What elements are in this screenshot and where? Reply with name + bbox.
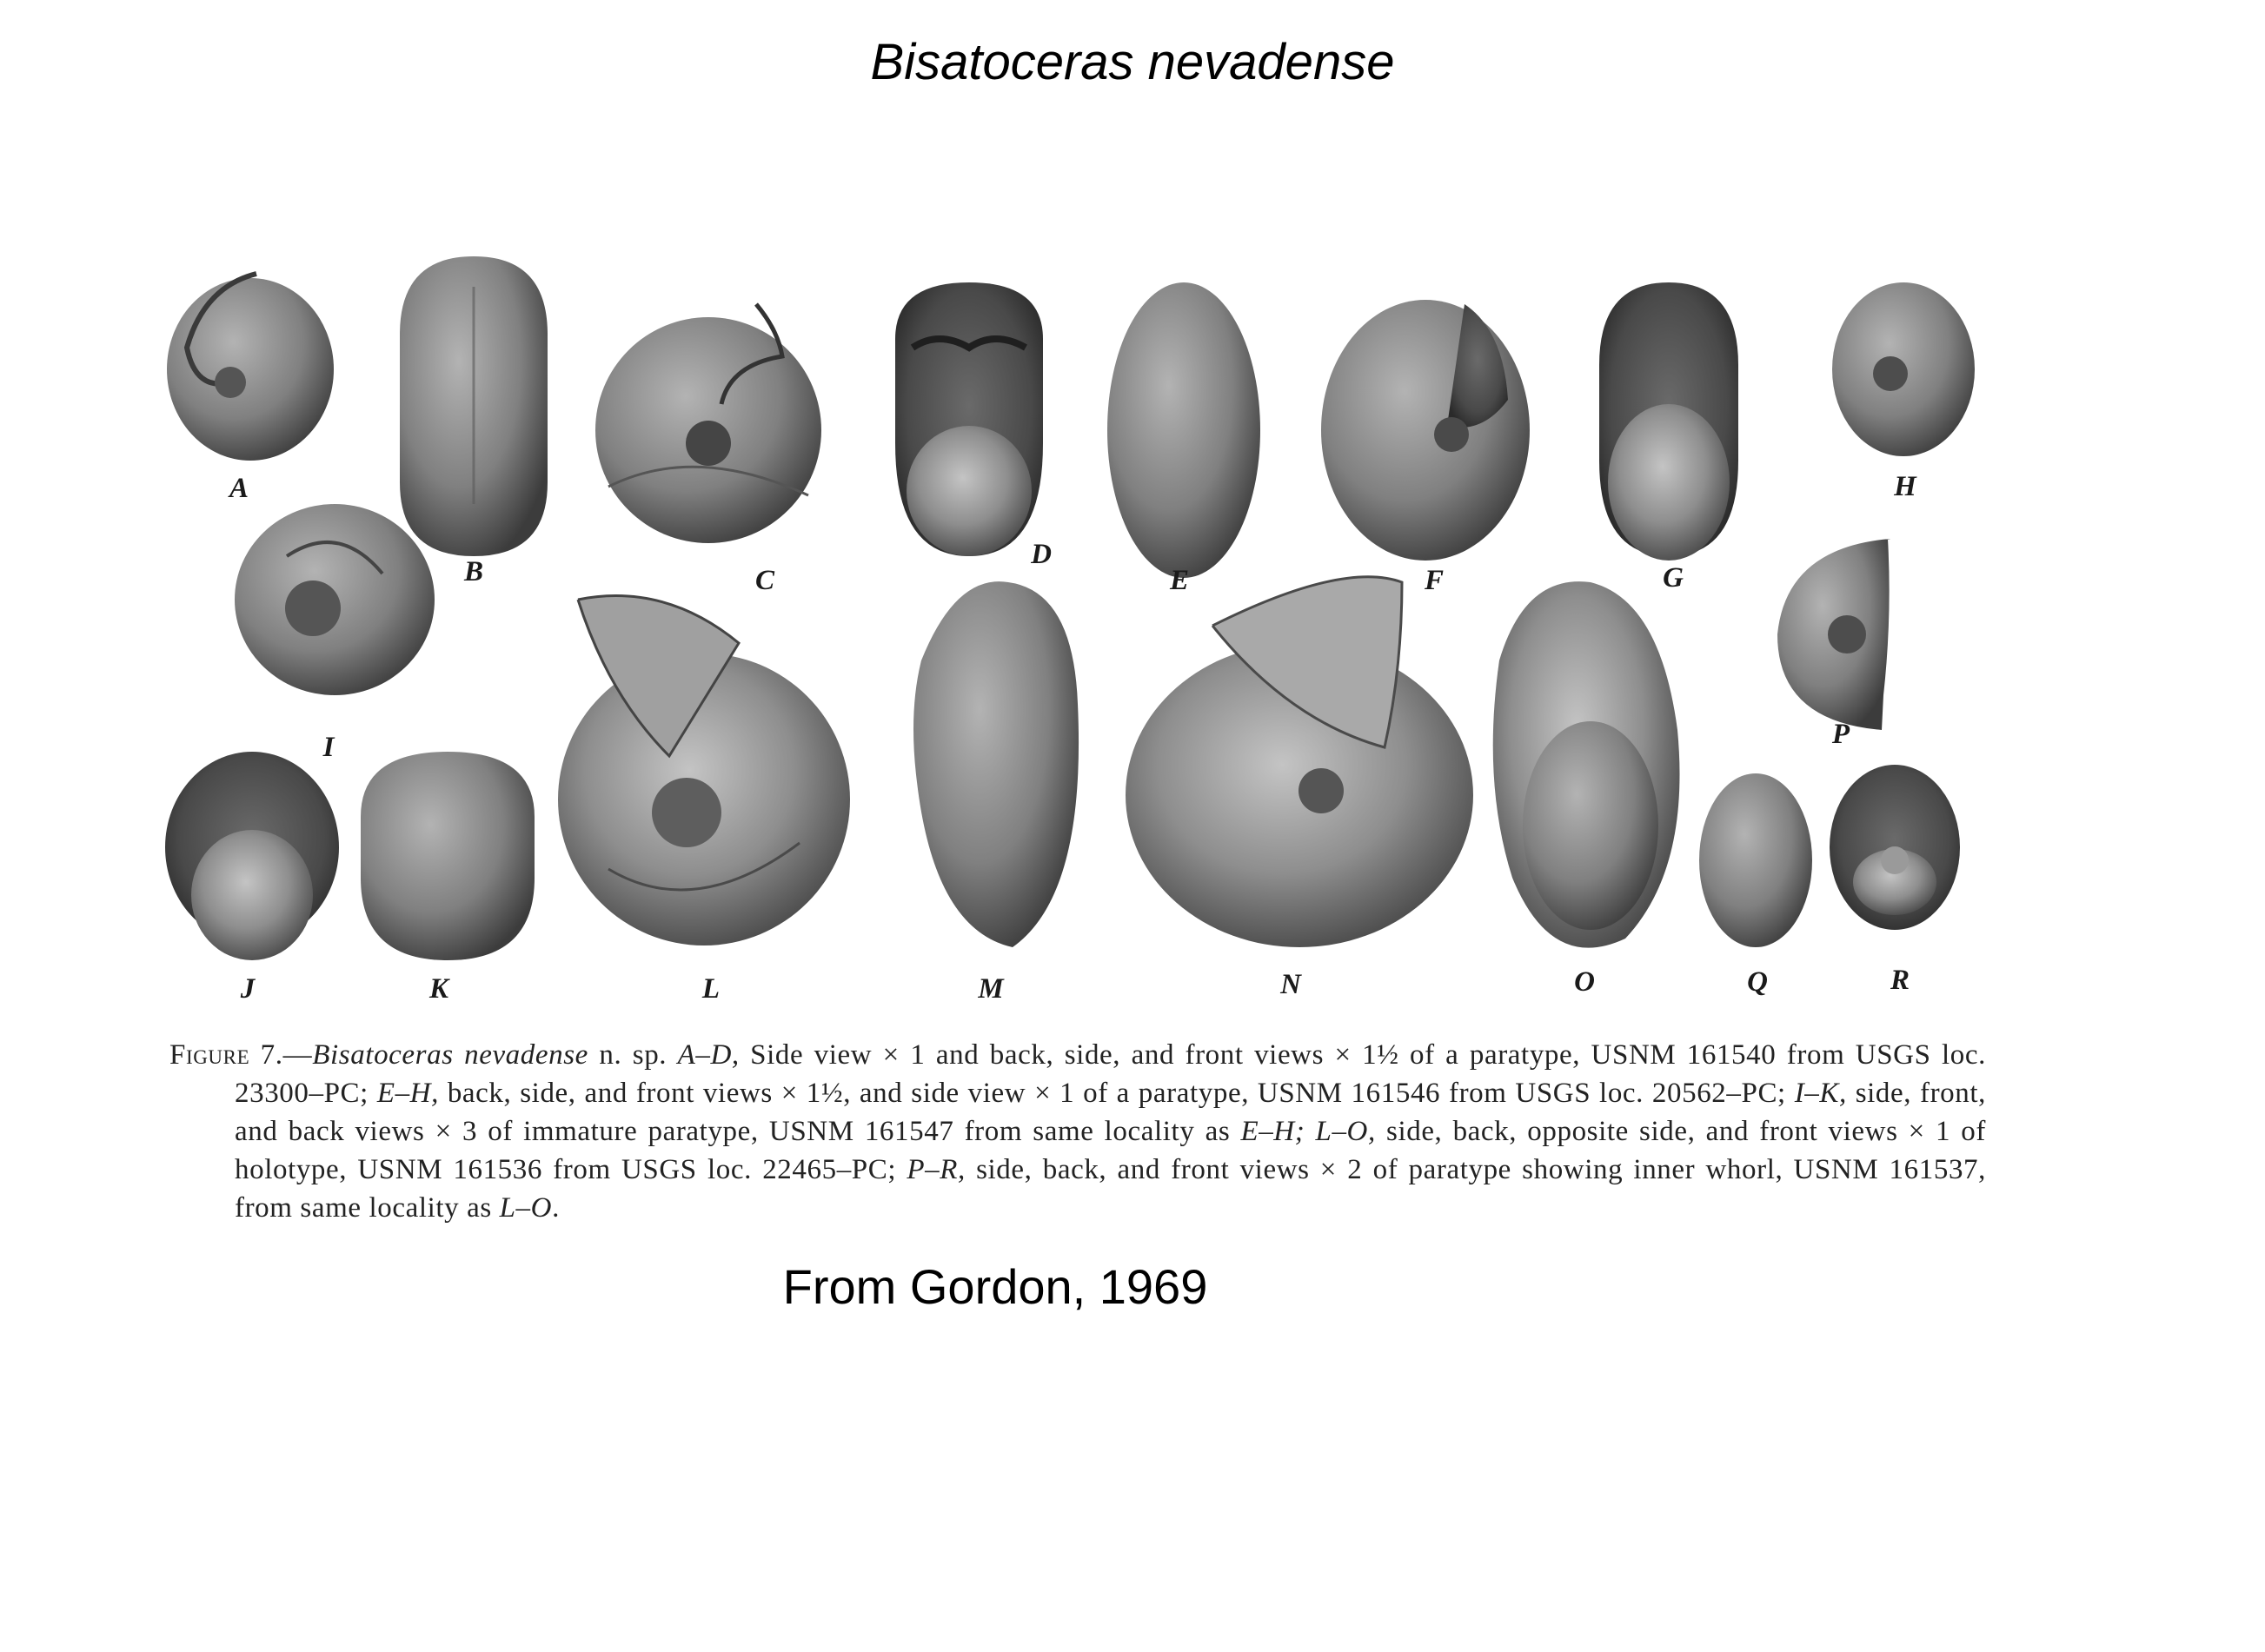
specimen-n xyxy=(1126,577,1473,947)
caption-range: P–R, xyxy=(907,1154,966,1185)
caption-range: I–K, xyxy=(1794,1078,1847,1109)
label-j: J xyxy=(240,973,256,1005)
caption-range: E–H; xyxy=(1240,1116,1305,1147)
caption-range: A–D, xyxy=(677,1039,740,1071)
label-c: C xyxy=(754,565,775,596)
caption-text: Side view × 1 and back, side, and front views × 1½ of a paratype, USNM 161540 from USGS loc. 23300–PC; xyxy=(235,1039,1986,1109)
specimen-p xyxy=(1777,539,1890,730)
label-k: K xyxy=(428,973,449,1005)
label-e: E xyxy=(1169,565,1190,596)
caption-text: back, side, and front views × 1½, and side view × 1 of a paratype, USNM 161546 from USGS loc. 20562–PC; xyxy=(438,1078,1795,1109)
specimen-c xyxy=(595,304,821,543)
specimen-e xyxy=(1107,282,1260,578)
slide-title: Bisatoceras nevadense xyxy=(870,34,1395,90)
caption-dash: — xyxy=(282,1039,313,1071)
label-q: Q xyxy=(1747,966,1768,998)
label-l: L xyxy=(701,973,721,1005)
label-m: M xyxy=(978,973,1004,1005)
specimen-l xyxy=(558,596,850,945)
species-name: Bisatoceras nevadense xyxy=(312,1039,588,1071)
label-b: B xyxy=(463,556,484,587)
label-r: R xyxy=(1890,965,1910,996)
specimen-r xyxy=(1830,765,1960,930)
caption-text: side, back, and front views × 2 of paratype showing inner whorl, USNM 161537, from same locality as xyxy=(235,1154,1986,1224)
label-d: D xyxy=(1031,539,1052,570)
caption-text: side, front, and back views × 3 of immature paratype, USNM 161547 from same locality as xyxy=(235,1078,1986,1147)
caption-range: L–O xyxy=(499,1192,553,1224)
label-h: H xyxy=(1894,471,1916,502)
specimen-b xyxy=(400,256,548,556)
label-f: F xyxy=(1424,565,1445,596)
specimen-h xyxy=(1832,282,1975,456)
specimen-k xyxy=(361,752,535,960)
label-n: N xyxy=(1280,969,1301,1000)
caption-text: side, back, opposite side, and front views × 1 of holotype, USNM 161536 from USGS loc. 22465–PC; xyxy=(235,1116,1986,1185)
specimen-a xyxy=(167,274,334,461)
label-o: O xyxy=(1574,966,1595,998)
caption-range: E–H, xyxy=(376,1078,439,1109)
label-a: A xyxy=(229,473,249,504)
specimen-g xyxy=(1599,282,1738,561)
specimen-d xyxy=(895,282,1043,556)
source-credit: From Gordon, 1969 xyxy=(782,1259,1208,1314)
specimen-j xyxy=(165,752,339,960)
caption-text: n. sp. xyxy=(588,1039,678,1071)
label-i: I xyxy=(322,732,335,763)
specimen-o xyxy=(1493,581,1680,948)
caption-text xyxy=(1305,1116,1315,1147)
specimen-q xyxy=(1699,773,1812,947)
specimen-i xyxy=(235,504,435,695)
caption-range: L–O, xyxy=(1315,1116,1376,1147)
label-p: P xyxy=(1831,719,1850,750)
caption-text: . xyxy=(552,1192,560,1224)
figure-caption xyxy=(169,1036,1986,1227)
specimen-f xyxy=(1321,300,1530,561)
label-g: G xyxy=(1663,562,1684,594)
figure-number: Figure 7. xyxy=(169,1039,283,1071)
specimen-m xyxy=(913,581,1079,947)
